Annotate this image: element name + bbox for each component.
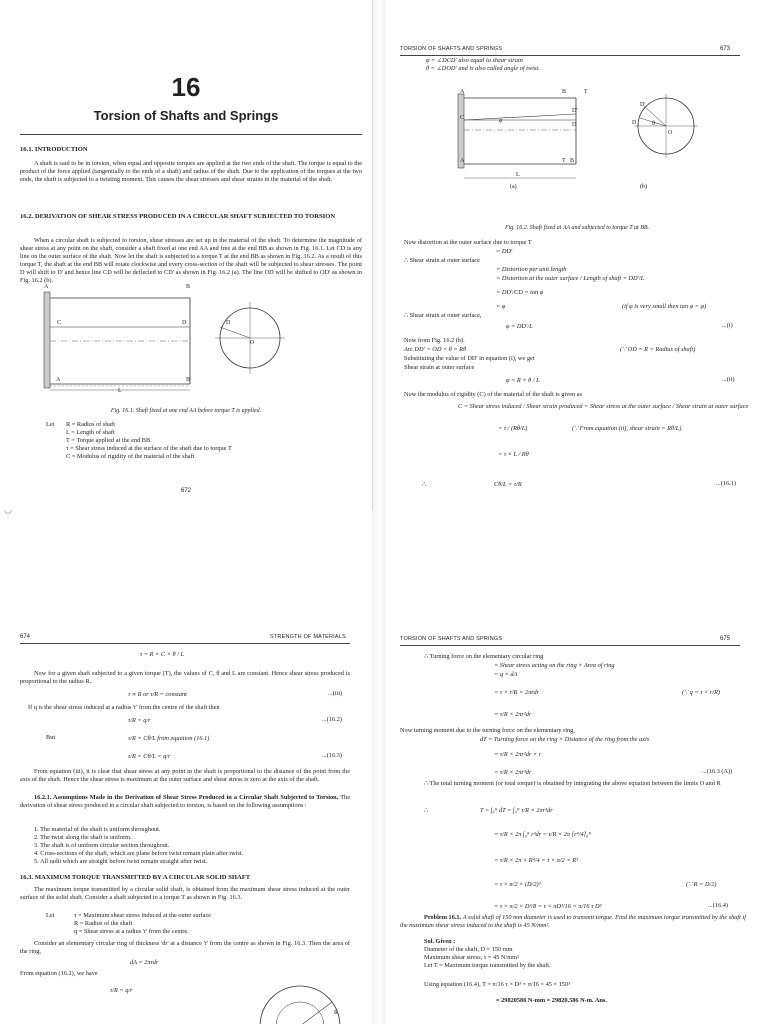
let-item: T = Torque applied at the end BB	[66, 437, 151, 444]
therefore-675: ∴	[424, 807, 429, 814]
eq-16-3: τ/R = Cθ/L = q/r	[128, 753, 171, 760]
eq-line: ∴ Turning force on the elementary circular ring	[424, 653, 544, 660]
fig1-label-d: D	[182, 320, 187, 326]
eq-number-16-2: ...(16.2)	[322, 716, 342, 723]
fig1-label-a-bottom: A	[56, 377, 61, 383]
let-item: R = Radius of the shaft	[74, 920, 133, 927]
fig2-label-b-sub: (b)	[640, 184, 647, 190]
text-total-moment: ∴ The total turning moment (or total torque) is obtained by integrating the above equation between the limits O and R	[424, 780, 721, 787]
fig2-label-a-top: A	[460, 89, 465, 95]
fig1-label-b-bottom: B	[186, 377, 191, 383]
page-gutter	[372, 0, 386, 1024]
eq-line: ∴ Shear strain at outer surface,	[404, 312, 482, 319]
fig1-label-c: C	[57, 320, 62, 326]
fig2-label-d-b: D	[632, 120, 637, 126]
eq-line: Now from Fig. 16.2 (b).	[404, 337, 465, 344]
head-rule-674	[20, 643, 350, 644]
text-from-16-2: From equation (16.2), we have	[20, 970, 98, 977]
eq-proportional: τ ∝ R or τ/R = constant	[128, 691, 187, 698]
assumptions-list	[34, 826, 354, 866]
eq-line: Now turning moment due to the turning force on the elementary ring,	[400, 727, 575, 734]
title-rule	[20, 134, 362, 135]
eq-note: (∵ OD = R = Radius of shaft)	[620, 346, 696, 353]
therefore: ∴	[422, 481, 427, 488]
list-item: 3. The shaft is of uniform circular section throughout.	[34, 842, 170, 849]
page-674	[0, 630, 372, 1024]
list-item: 2. The twist along the shaft is uniform.	[34, 834, 132, 841]
let-list	[66, 421, 356, 461]
given-item: Maximum shear stress, τ = 45 N/mm²	[424, 954, 519, 961]
problem-text: A solid shaft of 150 mm diameter is used to transmit torque. Find the maximum torque transmitted by the shaft if the maximum shear stress induced to the shaft is 45 N/mm².	[400, 914, 747, 929]
but-word: But	[46, 734, 56, 741]
text-radius: If q is the shear stress induced at a radius 'r' from the centre of the shaft then	[28, 704, 220, 711]
section-16-3-text: The maximum torque transmitted by a circular solid shaft, is obtained from the maximum shear stress induced at the outer surface of the solid shaft. Consider a shaft subjected to a torque T as shown in Fig. 16.3.	[20, 886, 350, 901]
fig2-label-phi: φ	[499, 118, 503, 124]
eq-line: = Shear stress acting on the ring × Area of ring	[494, 662, 615, 669]
fig2-label-d: D	[572, 122, 577, 128]
eq-line: Now the modulus of rigidity (C) of the material of the shaft is given as	[404, 391, 583, 398]
fig2-label-b-bottom: B	[570, 158, 575, 164]
running-head-673: TORSION OF SHAFTS AND SPRINGS	[400, 46, 503, 52]
subsection-16-2-1-heading: 16.2.1. Assumptions Made in the Derivation of Shear Stress Produced in a Circular Shaft Subjected to Torsion.	[34, 794, 339, 801]
fig2-label-dprime-b: D'	[640, 102, 646, 108]
eq-tau-q: τ/R = q/r	[110, 987, 133, 994]
let-item: τ = Maximum shear stress induced at the outer surface	[74, 912, 212, 919]
let-list-674	[74, 912, 354, 936]
eq-line: = τ / (Rθ/L)	[498, 425, 528, 432]
problem-label: Problem 16.1.	[424, 914, 462, 921]
fig2-label-t-bottom: T	[562, 158, 566, 164]
eq-note: (∵ From equation (ii), shear strain = Rθ/L)	[572, 425, 682, 432]
given-item: Let T = Maximum torque transmitted by the shaft.	[424, 962, 551, 969]
eq-16-1: Cθ/L = τ/R	[494, 481, 522, 488]
page-675	[386, 630, 768, 1024]
eq-line: = Distortion per unit length	[496, 266, 567, 273]
solution-label: Sol. Given :	[424, 938, 456, 945]
list-item: 4. Cross-sections of the shaft, which are plane before twist remain plain after twist.	[34, 850, 244, 857]
fig-16-2	[448, 88, 728, 188]
fig2-label-t-top: T	[584, 89, 588, 95]
let-word: Let	[46, 421, 55, 428]
shear-strain-line: ∴ Shear strain at outer surface	[404, 257, 480, 264]
eq-number-16-1: ...(16.1)	[716, 480, 736, 487]
assumptions-paragraph	[20, 794, 350, 810]
text-elementary-ring: Consider an elementary circular ring of thickness 'dr' at a distance 'r' from the centre as shown in Fig. 16.3. Then the area of the ring,	[20, 940, 350, 955]
eq-line: Substituting the value of DD' in equation (i), we get	[404, 355, 535, 362]
eq-line: = τ × π/2 × (D/2)³	[494, 881, 541, 888]
phi-definition: φ = ∠DCD' also equal to shear strain	[426, 57, 523, 64]
section-16-1-heading: 16.1. INTRODUCTION	[20, 146, 88, 153]
fig-16-3-partial	[260, 976, 370, 1024]
eq-line: Arc DD' = OD × θ = Rθ	[404, 346, 467, 353]
fig2-label-l: L	[516, 172, 520, 178]
eq-line: dT = Turning force on the ring × Distance of the ring from the axis	[480, 736, 650, 743]
eq-line: φ = R × θ / L	[506, 377, 540, 384]
using-eq-16-4: Using equation (16.4), T = π/16 τ × D³ = π/16 × 45 × 150³	[424, 981, 570, 988]
eq-line: = Distortion at the outer surface / Length of shaft = DD'/L	[496, 275, 645, 282]
distortion-line: Now distortion at the outer surface due to torque T	[404, 239, 532, 246]
running-head-674: STRENGTH OF MATERIALS	[270, 634, 346, 640]
fig3-label-r: R	[334, 1010, 339, 1016]
eq-da: dA = 2πrdr	[130, 959, 159, 966]
section-16-2-text: When a circular shaft is subjected to torsion, shear stresses are set up in the material of the shaft. To determine the magnitude of shear stress at any point on the shaft, consider a shaft fixed at one end AA and free at the end BB as shown in Fig. 16.1. Let CD is any line on the outer surface of the shaft. Now let the shaft is subjected to a torque T at the end BB as shown in Fig. 16.2. As a result of this torque T, the shaft at the end BB will rotate clockwise and every cross-section of the shaft will be subjected to shear stresses. The point D will shift to D' and hence line CD will be deflected to CD' as shown in Fig. 16.2 (a). The line OD will be shifted to OD' as shown in Fig. 16.2 (b).	[20, 237, 362, 284]
eq-line: = τ × r/R × 2πrdr	[494, 689, 540, 696]
eq-line: φ = DD'/L	[506, 323, 533, 330]
fig2-label-dprime: D'	[572, 108, 578, 114]
fig1-label-o: O	[250, 340, 255, 346]
eq-line: = τ × L / Rθ	[498, 451, 529, 458]
list-item: 1. The material of the shaft is uniform throughout.	[34, 826, 161, 833]
eq-number-ii: ...(ii)	[722, 376, 735, 383]
let-item: L = Length of shaft	[66, 429, 115, 436]
eq-line: = τ/R × 2πr²dr × r	[494, 751, 542, 758]
modulus-eq: C = Shear stress induced / Shear strain produced = Shear stress at the outer surface / Shear strain at outer surface	[458, 403, 749, 410]
fig1-label-d2: D	[226, 320, 231, 326]
fig2-label-a-bottom: A	[460, 158, 465, 164]
section-16-1-text: A shaft is said to be in torsion, when equal and opposite torques are applied at the two ends of the shaft. The torque is equal to the product of the force applied (tangentially to the ends of a shaft) and radius of the shaft. Due to the application of the torques at the two ends, the shaft is subjected to a twisting moment. This causes the shear stresses and shear strains in the material of the shaft.	[20, 160, 362, 183]
let-item: C = Modulus of rigidity of the material of the shaft	[66, 453, 195, 460]
fig2-label-c: C	[460, 115, 465, 121]
eq-number-16-4: ...(16.4)	[708, 902, 728, 909]
let-word-674: Let	[46, 912, 55, 919]
let-item: R = Radius of shaft	[66, 421, 116, 428]
fig1-label-a-top: A	[44, 284, 49, 290]
given-list	[424, 946, 744, 970]
section-16-3-heading: 16.3. MAXIMUM TORQUE TRANSMITTED BY A CIRCULAR SOLID SHAFT	[20, 874, 251, 881]
theta-definition: θ = ∠DOD' and is also called angle of twist.	[426, 65, 540, 72]
head-rule-675	[400, 645, 740, 646]
given-item: Diameter of the shaft, D = 150 mm	[424, 946, 513, 953]
eq-from-16-1: τ/R = Cθ/L from equation (16.1)	[128, 735, 210, 742]
eq-line: Shear strain at outer surface	[404, 364, 475, 371]
page-672	[0, 0, 373, 510]
chapter-title: Torsion of Shafts and Springs	[93, 108, 279, 123]
let-item: τ = Shear stress induced at the surface of the shaft due to torque T	[66, 445, 232, 452]
page-number-673: 673	[720, 46, 731, 52]
fig2-label-a-sub: (a)	[510, 184, 517, 190]
fig-16-2-caption: Fig. 16.2. Shaft fixed at AA and subjected to torque T at BB.	[504, 225, 650, 231]
eq-number-16-3: ...(16.3)	[322, 752, 342, 759]
eq-number-iii: ...(iii)	[328, 690, 343, 697]
eq-line: = τ × π/2 × D³/8 = τ × πD³/16 = π/16 τ D³	[494, 903, 602, 910]
text-constant: Now for a given shaft subjected to a given torque (T), the values of C, θ and L are constant. Hence shear stress produced is proportional to the radius R.	[20, 670, 350, 685]
page-number-675: 675	[720, 636, 731, 642]
fig2-label-o: O	[668, 130, 673, 136]
eq-note: (∵ R = D/2)	[686, 881, 717, 888]
fig2-label-theta: θ	[652, 121, 655, 127]
eq-tau: τ = R × C × θ / L	[140, 651, 184, 658]
list-item: 5. All radii which are straight before twist remain straight after twist.	[34, 858, 208, 865]
problem-16-1	[400, 914, 746, 930]
eq-line: = τ/R × 2πr²dr	[494, 711, 532, 718]
page-673	[386, 40, 768, 515]
page-number-672: 672	[180, 488, 191, 494]
text-shear-proportional: From equation (iii), it is clear that shear stress at any point in the shaft is proportional to the distance of the point from the axis of the shaft. Hence the shear stress is maximum at the outer surface and shear stress is zero at the axis of the shaft.	[20, 768, 350, 783]
chapter-number: 16	[171, 72, 201, 102]
fig2-label-b-top: B	[562, 89, 567, 95]
eq-line: = DD'/CD = tan φ	[496, 289, 544, 296]
eq-note: (∵ q = τ × r/R)	[682, 689, 721, 696]
running-head-675: TORSION OF SHAFTS AND SPRINGS	[400, 636, 503, 642]
eq-line: = q × dA	[494, 671, 518, 678]
distortion-value: = DD'	[496, 248, 513, 255]
answer: = 29820586 N-mm = 29820.586 N-m. Ans.	[496, 997, 607, 1004]
fig1-label-b-top: B	[186, 284, 191, 290]
eq-number-i: ...(i)	[722, 322, 733, 329]
fig-16-1-caption: Fig. 16.1. Shaft fixed at one end AA before torque T is applied.	[110, 408, 262, 414]
let-item: q = Shear stress at a radius 'r' from the centre.	[74, 928, 189, 935]
section-16-2-heading: 16.2. DERIVATION OF SHEAR STRESS PRODUCED IN A CIRCULAR SHAFT SUBJECTED TO TORSION	[20, 213, 336, 220]
subsection-16-2-1-text: The derivation of shear stress produced in a circular shaft subjected to torsion, is based on the following assumptions :	[20, 794, 350, 809]
eq-line: = τ/R × 2πr³dr	[494, 769, 532, 776]
fig1-label-l: L	[118, 388, 122, 394]
eq-line: = τ/R × 2π × R⁴/4 = τ × π/2 × R³	[494, 857, 578, 864]
fig-16-1	[40, 286, 300, 396]
eq-line: = τ/R × 2π ∫₀ᴿ r³dr = τ/R × 2π [r⁴/4]₀ᴿ	[494, 831, 592, 838]
eq-note: (if φ is very small then tan φ = φ)	[622, 303, 707, 310]
eq-line: = φ	[496, 303, 506, 310]
eq-integral: T = ∫₀ᴿ dT = ∫₀ᴿ τ/R × 2πr³dr	[480, 807, 553, 814]
page-number-674: 674	[20, 634, 31, 640]
eq-16-2: τ/R = q/r	[128, 717, 151, 724]
eq-number-16-3a: ...(16.3 (A))	[702, 768, 733, 775]
